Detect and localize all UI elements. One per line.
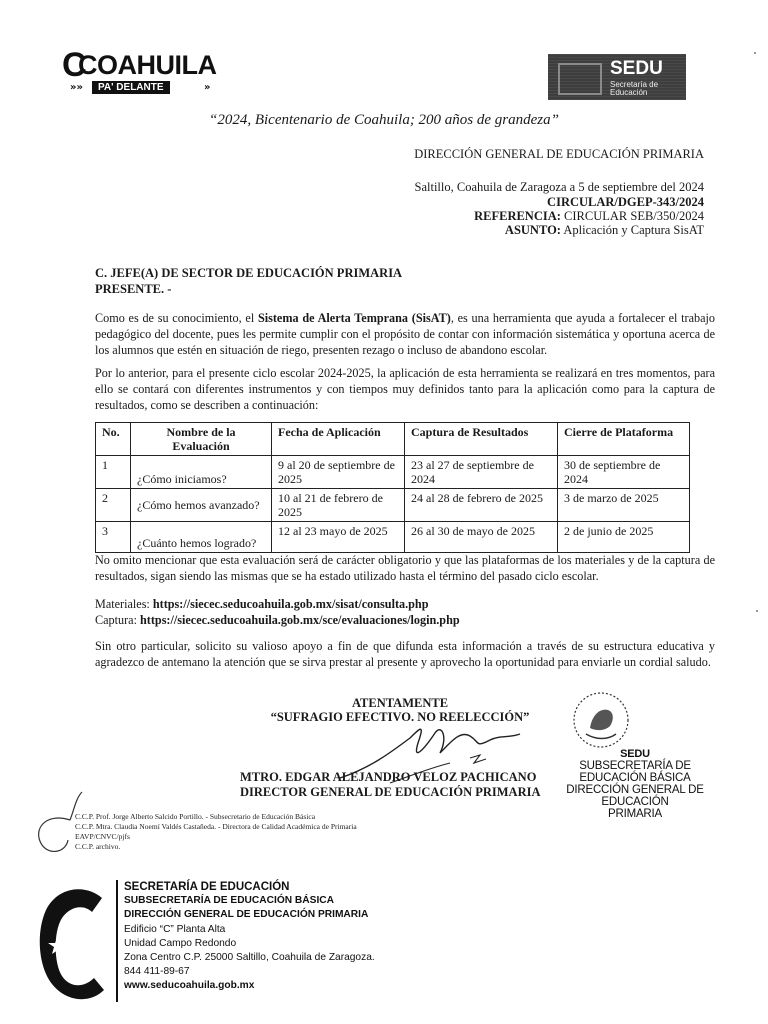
coahuila-c-mark: C	[62, 46, 87, 84]
table-row	[96, 489, 690, 522]
cell-evaluation-name: ¿Cuánto hemos logrado?	[131, 522, 272, 553]
chevron-right-icon: »	[204, 82, 211, 93]
issuing-direction: DIRECCIÓN GENERAL DE EDUCACIÓN PRIMARIA	[414, 147, 704, 161]
signer-name: MTRO. EDGAR ALEJANDRO VELOZ PACHICANO	[240, 770, 537, 784]
coahuila-tagline: PA' DELANTE	[92, 81, 170, 94]
stamp-line-2: DIRECCIÓN GENERAL DE EDUCACIÓN	[566, 784, 704, 808]
cell-number: 3	[96, 522, 131, 553]
materials-link[interactable]: https://siecec.seducoahuila.gob.mx/sisat/consulta.php	[152, 597, 429, 611]
sedu-subtitle: Secretaría de Educación	[610, 80, 659, 97]
header-platform-close: Cierre de Plataforma	[558, 423, 690, 456]
footer-phone: 844 411-89-67	[124, 966, 190, 978]
subject-value: Aplicación y Captura SisAT	[563, 223, 704, 237]
footer-zone: Zona Centro C.P. 25000 Saltillo, Coahuila de Zaragoza.	[124, 952, 375, 964]
sisat-name: Sistema de Alerta Temprana (SisAT)	[257, 311, 451, 325]
sedu-logo	[548, 54, 686, 100]
header-number: No.	[96, 423, 131, 456]
place-date: Saltillo, Coahuila de Zaragoza a 5 de septiembre del 2024	[414, 180, 704, 194]
cell-number: 1	[96, 456, 131, 489]
capture-label: Captura:	[95, 613, 141, 627]
addressee-present: PRESENTE. -	[95, 282, 172, 296]
intro-text-b: , es una herramienta que ayuda a fortalecer el trabajo pedagógico del docente, pues les permite cumplir con el propósito de contar con información sistemática y oportuna acerca de los alumnos que estén en situación de riego, presenten rezago o incluso de abandono escolar.	[95, 311, 715, 357]
signer-block	[240, 770, 541, 800]
cell-platform-close: 3 de marzo de 2025	[558, 489, 690, 522]
subject-label: ASUNTO:	[504, 223, 561, 237]
reference-line	[474, 209, 704, 224]
capture-link[interactable]: https://siecec.seducoahuila.gob.mx/sce/evaluaciones/login.php	[140, 613, 460, 627]
footer-building: Edificio “C” Planta Alta	[124, 923, 226, 935]
cc-line: C.C.P. Mtra. Claudia Noemí Valdés Castañeda. - Directora de Calidad Académica de Primaria	[75, 822, 357, 831]
cell-platform-close: 2 de junio de 2025	[558, 522, 690, 553]
cc-line: EAVP/CNVC/pjfs	[75, 832, 130, 841]
reference-label: REFERENCIA:	[474, 209, 561, 223]
national-seal-icon	[570, 690, 632, 750]
cell-evaluation-name: ¿Cómo iniciamos?	[131, 456, 272, 489]
table-row	[96, 522, 690, 553]
footer-subsecretary: SUBSECRETARÍA DE EDUCACIÓN BÁSICA	[124, 895, 334, 907]
addressee	[95, 265, 402, 297]
signer-title: DIRECTOR GENERAL DE EDUCACIÓN PRIMARIA	[240, 785, 541, 799]
table-header-row	[96, 423, 690, 456]
stamp-line-3: PRIMARIA	[608, 808, 662, 820]
capture-line	[95, 612, 715, 628]
footer-org: SECRETARÍA DE EDUCACIÓN	[124, 881, 290, 893]
reference-value: CIRCULAR SEB/350/2024	[564, 209, 704, 223]
coahuila-wordmark: COAHUILA	[78, 50, 217, 80]
cc-line: C.C.P. archivo.	[75, 842, 121, 851]
footer-website[interactable]: www.seducoahuila.gob.mx	[124, 980, 255, 992]
materials-line	[95, 596, 715, 612]
circular-number: CIRCULAR/DGEP-343/2024	[547, 195, 704, 209]
paragraph-schedule: Por lo anterior, para el presente ciclo escolar 2024-2025, la aplicación de esta herramienta se realizará en tres momentos, para ello se contará con diferentes instrumentos y con tiempos muy definidos tanto para la aplicación como para la captura de resultados, como se describen a continuación:	[95, 366, 715, 412]
footer-divider	[116, 880, 118, 1002]
evaluation-table	[95, 422, 690, 553]
footer-direction: DIRECCIÓN GENERAL DE EDUCACIÓN PRIMARIA	[124, 909, 369, 921]
coahuila-logo	[62, 48, 232, 98]
cell-results-capture: 24 al 28 de febrero de 2025	[405, 489, 558, 522]
chevron-right-icon: »»	[70, 82, 83, 93]
stamp-line-1: SUBSECRETARÍA DE EDUCACIÓN BÁSICA	[579, 760, 691, 784]
carbon-copy-list	[75, 812, 357, 852]
slogan: “SUFRAGIO EFECTIVO. NO REELECCIÓN”	[270, 710, 530, 724]
footer-contact	[124, 880, 375, 994]
sedu-emblem-icon	[558, 63, 602, 95]
cell-evaluation-name: ¿Cómo hemos avanzado?	[131, 489, 272, 522]
paragraph-intro	[95, 310, 715, 358]
sedu-wordmark: SEDU	[610, 58, 663, 79]
footer-unit: Unidad Campo Redondo	[124, 937, 237, 949]
addressee-name: C. JEFE(A) DE SECTOR DE EDUCACIÓN PRIMARIA	[95, 266, 403, 280]
platform-links	[95, 596, 715, 628]
cc-line: C.C.P. Prof. Jorge Alberto Salcido Portillo. - Subsecretario de Educación Básica	[75, 812, 316, 821]
paragraph-closing: Sin otro particular, solicito su valioso apoyo a fin de que difunda esta información a través de su estructura educativa y agradezco de antemano la atención que se sirva prestar al presente y aprovecho la oportunidad para enviarle un cordial saludo.	[95, 639, 715, 669]
header-results-capture: Captura de Resultados	[405, 423, 558, 456]
paragraph-mandatory: No omito mencionar que esta evaluación será de carácter obligatorio y que las plataformas de los materiales y de la captura de resultados, sigan siendo las mismas que se ha estado utilizado hasta el término del pasado ciclo escolar.	[95, 553, 715, 583]
cell-application-date: 12 al 23 mayo de 2025	[272, 522, 405, 553]
stamp-sedu: SEDU	[620, 748, 650, 760]
cell-results-capture: 23 al 27 de septiembre de 2024	[405, 456, 558, 489]
subject-line	[505, 223, 704, 238]
table-row	[96, 456, 690, 489]
cell-results-capture: 26 al 30 de mayo de 2025	[405, 522, 558, 553]
scan-artifact	[754, 52, 756, 54]
official-stamp	[560, 748, 710, 820]
coahuila-c-logo-icon	[36, 880, 108, 1010]
year-motto: “2024, Bicentenario de Coahuila; 200 años de grandeza”	[209, 112, 559, 128]
cell-application-date: 10 al 21 de febrero de 2025	[272, 489, 405, 522]
cell-application-date: 9 al 20 de septiembre de 2025	[272, 456, 405, 489]
cell-platform-close: 30 de septiembre de 2024	[558, 456, 690, 489]
materials-label: Materiales:	[95, 597, 153, 611]
header-application-date: Fecha de Aplicación	[272, 423, 405, 456]
intro-text-a: Como es de su conocimiento, el	[95, 311, 258, 325]
header-evaluation-name: Nombre de la Evaluación	[131, 423, 272, 456]
scan-artifact	[756, 610, 758, 612]
cell-number: 2	[96, 489, 131, 522]
attentively: ATENTAMENTE	[351, 696, 449, 710]
